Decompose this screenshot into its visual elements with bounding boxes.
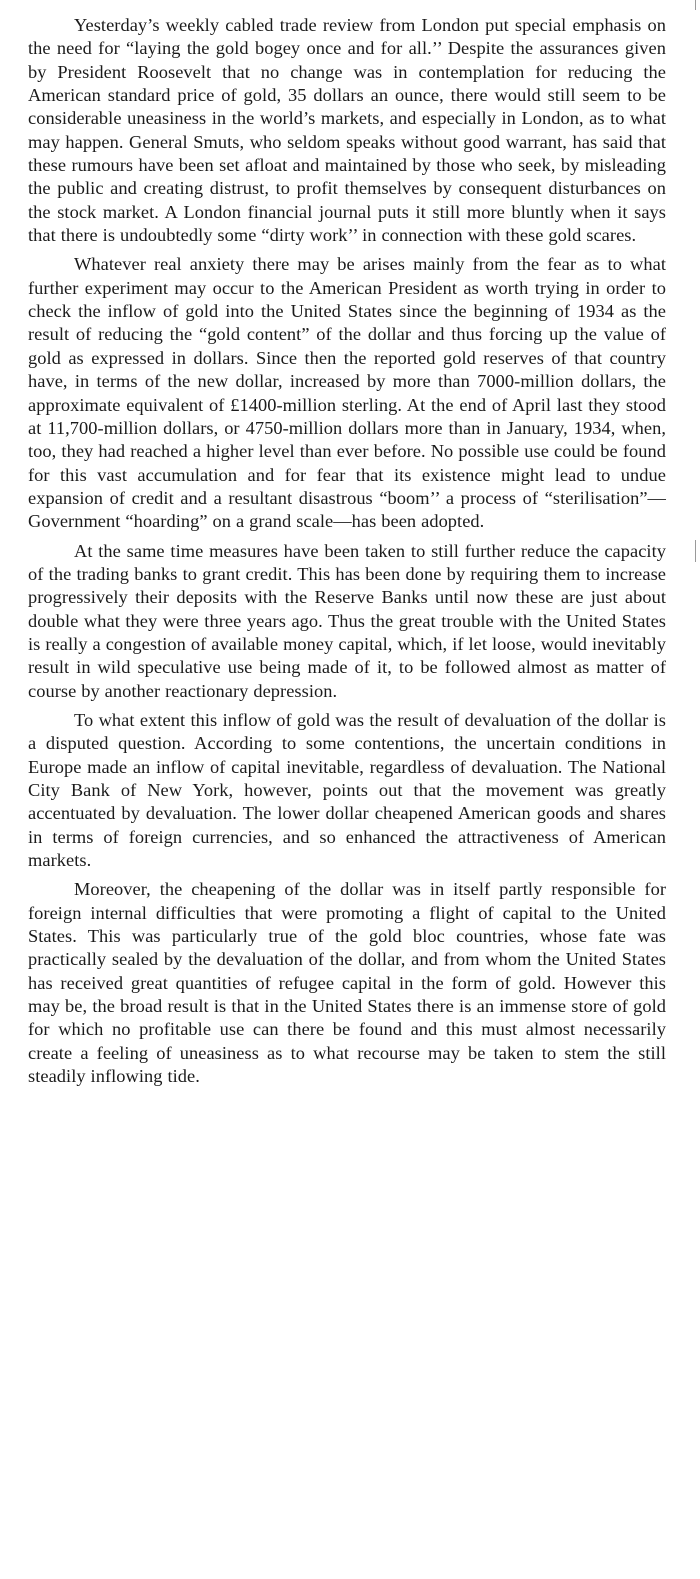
column-rule-top	[695, 0, 696, 10]
paragraph-4: To what extent this inflow of gold was the result of devaluation of the dollar is a disputed question. According to some contentions, the uncertain conditions in Europe made an inflow of capital inevitable, regardless of devaluation. The National City Bank of New York, however, points out that the movement was greatly accentuated by devaluation. The lower dollar cheapened American goods and shares in terms of foreign currencies, and so enhanced the attractiveness of American markets.	[28, 709, 666, 871]
article-column	[28, 14, 666, 1094]
paragraph-5: Moreover, the cheapening of the dollar was in itself partly responsible for foreign internal difficulties that were promoting a flight of capital to the United States. This was particularly true of the gold bloc countries, whose fate was practically sealed by the devaluation of the dollar, and from whom the United States has received great quantities of refugee capital in the form of gold. However this may be, the broad result is that in the United States there is an immense store of gold for which no profitable use can there be found and this must almost necessarily create a feeling of uneasiness as to what recourse may be taken to stem the still steadily inflowing tide.	[28, 879, 666, 1087]
paragraph-2: Whatever real anxiety there may be arises mainly from the fear as to what further experiment may occur to the American President as worth trying in order to check the inflow of gold into the United States since the beginning of 1934 as the result of reducing the “gold content” of the dollar and thus forcing up the value of gold as expressed in dollars. Since then the reported gold reserves of that country have, in terms of the new dollar, increased by more than 7000-million dollars, the approximate equivalent of £1400-million sterling. At the end of April last they stood at 11,700-million dollars, or 4750-million dollars more than in January, 1934, when, too, they had reached a higher level than ever before. No possible use could be found for this vast accumulation and for fear that its existence might lead to undue expansion of credit and a resultant disastrous “boom’’ a process of “sterilisation”—Government “hoarding” on a grand scale—has been adopted.	[28, 254, 666, 532]
column-rule-mid	[695, 540, 696, 562]
paragraph-1: Yesterday’s weekly cabled trade review from London put special emphasis on the need for “laying the gold bogey once and for all.’’ Despite the assurances given by President Roosevelt that no change was in contemplation for reducing the American standard price of gold, 35 dollars an ounce, there would still seem to be considerable uneasiness in the world’s markets, and especially in London, as to what may happen. General Smuts, who seldom speaks without good warrant, has said that these rumours have been set afloat and maintained by those who seek, by misleading the public and creating distrust, to profit themselves by consequent disturbances on the stock market. A London financial journal puts it still more bluntly when it says that there is undoubtedly some “dirty work’’ in connection with these gold scares.	[28, 15, 666, 246]
paragraph-3: At the same time measures have been taken to still further reduce the capacity of the trading banks to grant credit. This has been done by requiring them to increase progressively their deposits with the Reserve Banks until now these are just about double what they were three years ago. Thus the great trouble with the United States is really a congestion of available money capital, which, if let loose, would inevitably result in wild speculative use being made of it, to be followed almost as matter of course by another reactionary depression.	[28, 540, 666, 701]
